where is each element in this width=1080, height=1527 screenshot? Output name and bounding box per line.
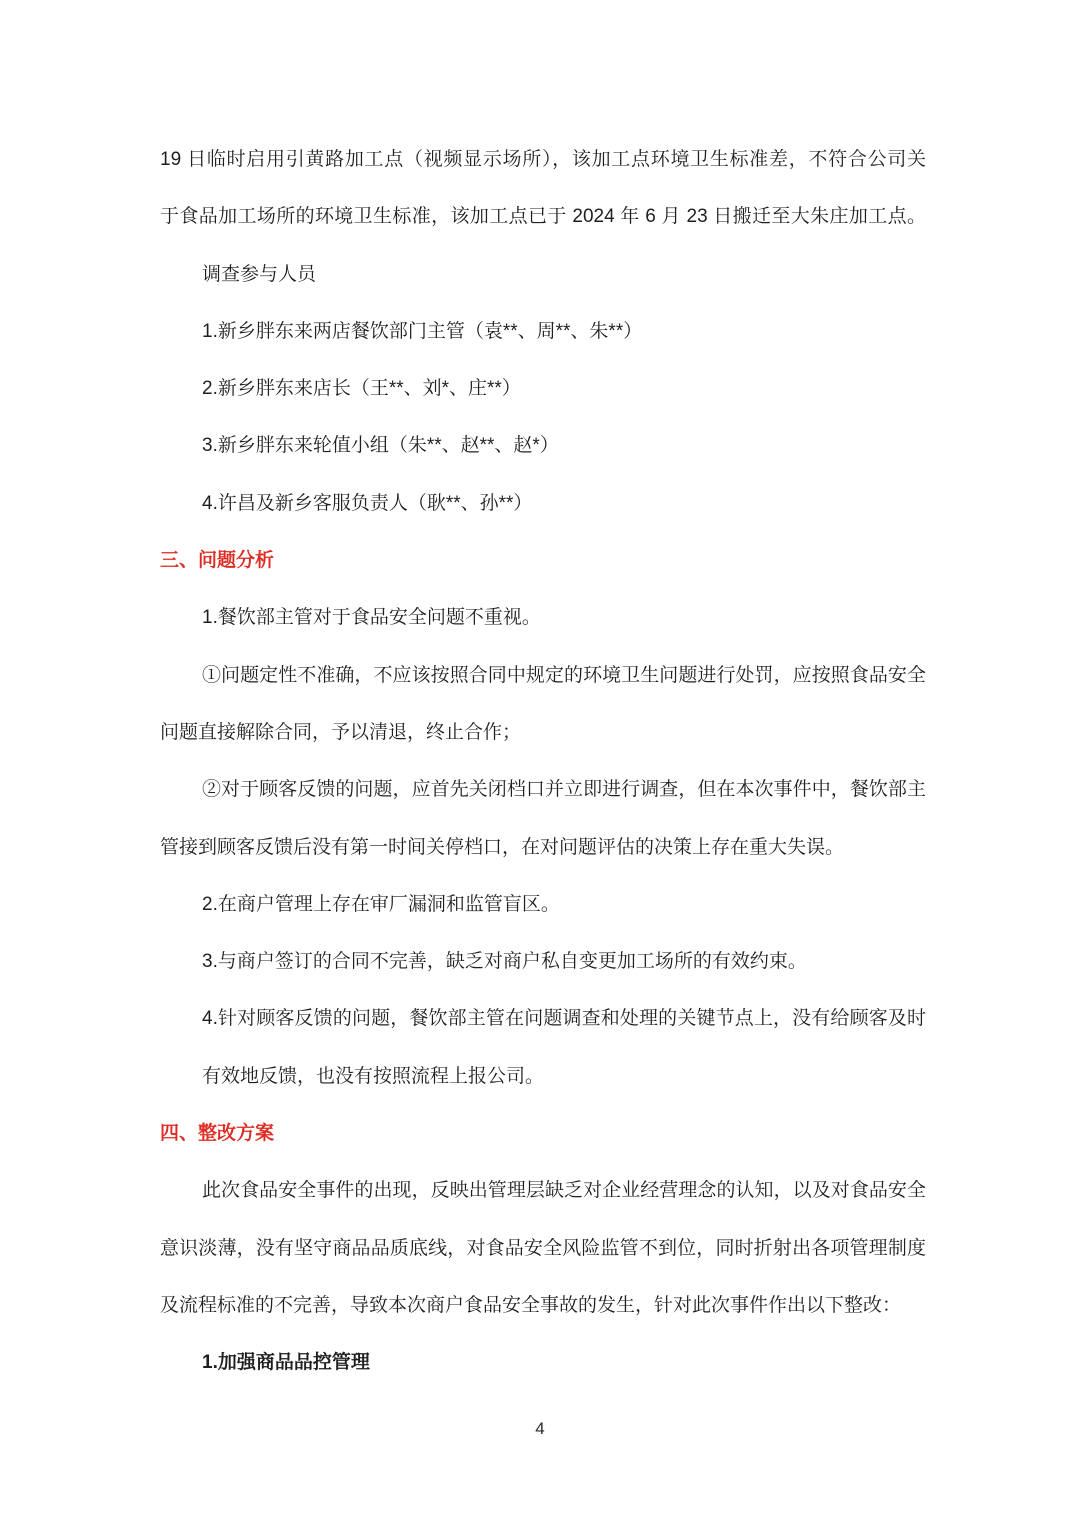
text-line: 2.新乡胖东来店长（王**、刘*、庄**） bbox=[202, 378, 521, 400]
text-line: 3.新乡胖东来轮值小组（朱**、赵**、赵*） bbox=[202, 435, 559, 457]
text-line: 1.餐饮部主管对于食品安全问题不重视。 bbox=[202, 607, 541, 629]
text-line: 1.新乡胖东来两店餐饮部门主管（袁**、周**、朱**） bbox=[202, 320, 643, 342]
text-line: 意识淡薄，没有坚守商品品质底线，对食品安全风险监管不到位，同时折射出各项管理制度 bbox=[160, 1237, 926, 1259]
text-line: 4.许昌及新乡客服负责人（耿**、孙**） bbox=[202, 492, 533, 514]
document-content bbox=[160, 131, 926, 1392]
text-line: ②对于顾客反馈的问题，应首先关闭档口并立即进行调查，但在本次事件中，餐饮部主 bbox=[202, 779, 926, 801]
text-line: 1.加强商品品控管理 bbox=[202, 1352, 370, 1374]
text-line: 有效地反馈，也没有按照流程上报公司。 bbox=[202, 1065, 545, 1087]
text-line: 此次食品安全事件的出现，反映出管理层缺乏对企业经营理念的认知，以及对食品安全 bbox=[202, 1180, 926, 1202]
text-line: 调查参与人员 bbox=[202, 263, 317, 285]
section-heading: 三、问题分析 bbox=[160, 550, 275, 572]
text-line: ①问题定性不准确，不应该按照合同中规定的环境卫生问题进行处罚，应按照食品安全 bbox=[202, 664, 926, 686]
text-line: 问题直接解除合同，予以清退，终止合作； bbox=[160, 721, 522, 743]
text-line: 于食品加工场所的环境卫生标准，该加工点已于 2024 年 6 月 23 日搬迁至大朱庄加工点。 bbox=[160, 206, 926, 228]
text-line: 及流程标准的不完善，导致本次商户食品安全事故的发生，针对此次事件作出以下整改： bbox=[160, 1294, 902, 1316]
text-line: 管接到顾客反馈后没有第一时间关停档口，在对问题评估的决策上存在重大失误。 bbox=[160, 836, 845, 858]
text-line: 19 日临时启用引黄路加工点（视频显示场所），该加工点环境卫生标准差，不符合公司关 bbox=[160, 149, 926, 170]
text-line: 2.在商户管理上存在审厂漏洞和监管盲区。 bbox=[202, 893, 560, 915]
section-heading: 四、整改方案 bbox=[160, 1123, 275, 1145]
text-line: 3.与商户签订的合同不完善，缺乏对商户私自变更加工场所的有效约束。 bbox=[202, 951, 807, 973]
text-line: 4.针对顾客反馈的问题，餐饮部主管在问题调查和处理的关键节点上，没有给顾客及时 bbox=[202, 1008, 926, 1030]
page-number: 4 bbox=[535, 1419, 545, 1438]
